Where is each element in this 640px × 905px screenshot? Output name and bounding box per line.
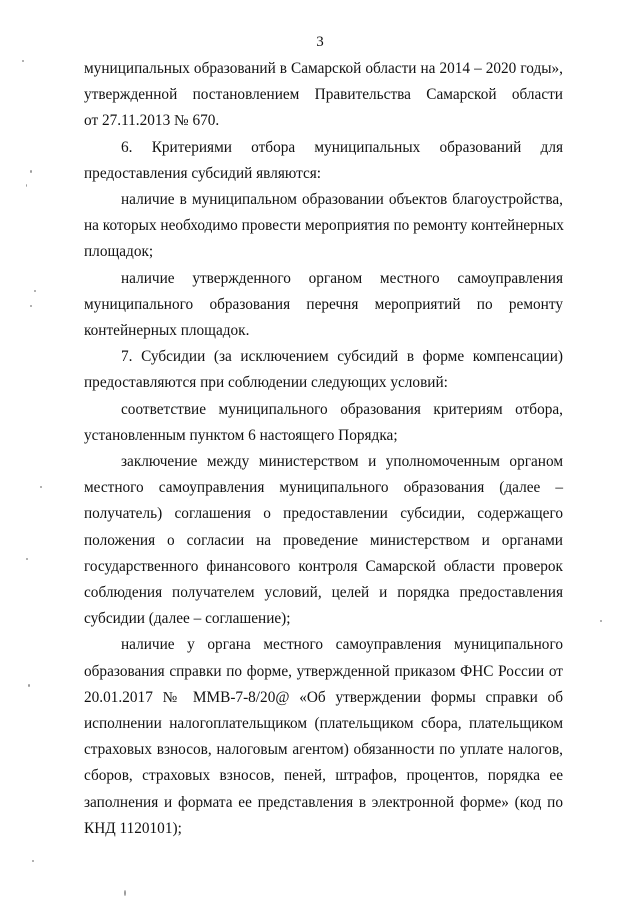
text-line: исполнении налогоплательщиком (плательщиком сбора, плательщиком (84, 715, 563, 733)
scan-speck (124, 890, 126, 896)
text-line: установленным пунктом 6 настоящего Порядка; (84, 426, 398, 444)
text-line: утвержденной постановлением Правительства Самарской области (84, 86, 563, 104)
text-line: контейнерных площадок. (84, 322, 250, 340)
text-line: соответствие муниципального образования критериям отбора, (121, 400, 563, 418)
text-line: КНД 1120101); (84, 819, 182, 837)
text-line: от 27.11.2013 № 670. (84, 112, 220, 130)
text-line: заполнения и формата ее представления в электронной форме» (код по (84, 793, 563, 811)
text-line: муниципального образования перечня мероприятий по ремонту (84, 295, 563, 313)
scan-speck (34, 290, 36, 292)
text-line: местного самоуправления муниципального образования (далее – (84, 479, 563, 497)
text-line: наличие утвержденного органом местного самоуправления (121, 269, 563, 287)
text-line: наличие у органа местного самоуправления муниципального (121, 636, 563, 654)
scan-speck (30, 170, 32, 173)
text-line: на которых необходимо провести мероприятия по ремонту контейнерных (84, 217, 564, 235)
scan-speck (22, 60, 24, 62)
text-line: получатель) соглашения о предоставлении субсидии, содержащего (84, 505, 563, 523)
text-line: субсидии (далее – соглашение); (84, 610, 291, 628)
document-body (84, 56, 563, 842)
text-line: муниципальных образований в Самарской области на 2014 – 2020 годы», (84, 60, 563, 77)
scan-speck (26, 558, 28, 560)
scan-speck (32, 860, 34, 862)
text-line: сборов, страховых взносов, пеней, штрафов, процентов, порядка ее (84, 767, 563, 785)
scan-speck (600, 620, 602, 622)
text-line: заключение между министерством и уполномоченным органом (121, 453, 563, 471)
text-line: 7. Субсидии (за исключением субсидий в форме компенсации) (121, 348, 563, 366)
scan-speck (28, 684, 30, 687)
text-line: наличие в муниципальном образовании объектов благоустройства, (121, 191, 563, 209)
text-line: соблюдения получателем условий, целей и порядка предоставления (84, 584, 563, 602)
text-line: государственного финансового контроля Самарской области проверок (84, 557, 563, 575)
page-number: 3 (316, 34, 324, 50)
text-line: предоставляются при соблюдении следующих условий: (84, 374, 448, 392)
text-line: образования справки по форме, утвержденной приказом ФНС России от (84, 662, 563, 680)
text-line: страховых взносов, налоговым агентом) обязанности по уплате налогов, (84, 741, 563, 759)
text-line: 6. Критериями отбора муниципальных образований для (121, 138, 563, 156)
text-line: предоставления субсидий являются: (84, 164, 322, 182)
text-line: 20.01.2017 № ММВ-7-8/20@ «Об утверждении формы справки об (84, 688, 563, 706)
text-line: положения о согласии на проведение министерством и органами (84, 531, 563, 549)
text-line: площадок; (84, 243, 154, 261)
scan-speck (26, 184, 27, 187)
scan-speck (40, 486, 42, 488)
scan-speck (30, 305, 32, 307)
